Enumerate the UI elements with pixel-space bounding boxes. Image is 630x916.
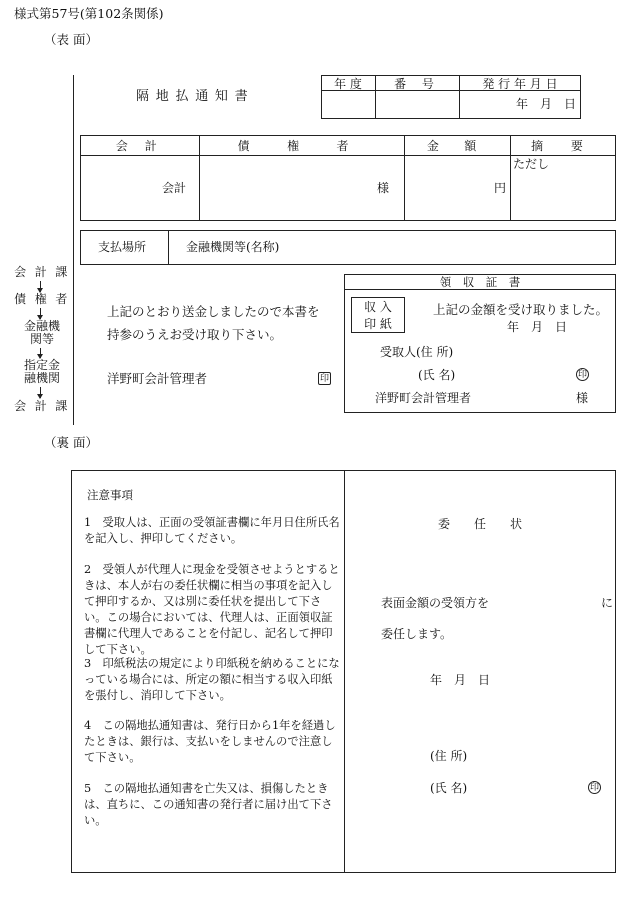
- back-side-label: （裏 面）: [44, 435, 98, 450]
- receiver-name-label: (氏 名): [418, 368, 456, 382]
- flow-step-accounting: 会 計 課: [14, 265, 70, 279]
- payment-place-row: [80, 230, 616, 265]
- proxy-line-1-suffix: に: [601, 596, 614, 610]
- note-item-1: 1 受取人は、正面の受領証書欄に年月日住所氏名を記入し、押印してください。: [84, 516, 340, 545]
- notice-line-2: 持参のうえお受け取り下さい。: [107, 327, 283, 342]
- document-title: 隔 地 払 通 知 書: [136, 89, 249, 104]
- receipt-addressee-suffix: 様: [576, 391, 589, 405]
- flow-arrow-icon: [40, 348, 41, 358]
- meta-header-number: 番 号: [394, 77, 440, 91]
- meta-header-issue-date: 発 行 年 月 日: [482, 77, 558, 91]
- proxy-date: 年 月 日: [430, 673, 491, 687]
- note-item-5: 5 この隔地払通知書を亡失又は、損傷したときは、直ちに、この通知書の発行者に届け出て下さい。: [84, 782, 333, 827]
- financial-institution-label: 金融機関等(名称): [186, 240, 280, 254]
- table-header-creditor: 債 権 者: [237, 139, 366, 153]
- receipt-date: 年 月 日: [507, 320, 568, 334]
- remarks-prefix: ただし: [513, 157, 550, 171]
- seal-icon: 印: [577, 370, 587, 380]
- revenue-stamp-line-1: 収 入: [364, 300, 392, 314]
- flow-arrow-icon: [40, 308, 41, 319]
- table-header-account: 会 計: [115, 139, 164, 153]
- meta-header-year: 年 度: [334, 77, 362, 91]
- creditor-suffix: 様: [377, 181, 390, 195]
- flow-step-accounting-final: 会 計 課: [14, 399, 70, 413]
- note-item-3: 3 印紙税法の規定により印紙税を納めることになっている場合には、所定の額に相当する収入印紙を張付し、消印して下さい。: [84, 657, 340, 702]
- payment-place-label: 支払場所: [98, 240, 147, 254]
- form-number: 様式第57号(第102条関係): [14, 6, 164, 21]
- receiver-address-label: 受取人(住 所): [380, 345, 454, 359]
- issuer-name: 洋野町会計管理者: [107, 371, 208, 386]
- front-side-label: （表 面）: [44, 32, 98, 47]
- note-item-4: 4 この隔地払通知書は、発行日から1年を経過したときは、銀行は、支払いをしませんので注意して下さい。: [84, 719, 336, 764]
- table-header-remarks: 摘 要: [531, 139, 595, 153]
- flow-step-financial-institution: 金融機関等: [23, 319, 60, 346]
- seal-icon: 印: [589, 783, 599, 793]
- note-item-2: 2 受領人が代理人に現金を受領させようとするときは、本人が右の委任状欄に相当の事項を記入して押印するか、又は別に委任状を提出して下さい。この場合においては、代理人は、正面領収証書欄に代理人であることを付記し、記名して押印して下さい。: [84, 563, 340, 656]
- flow-step-creditor: 債 権 者: [14, 292, 70, 306]
- proxy-name-label: (氏 名): [430, 781, 468, 795]
- front-left-rule: [73, 75, 74, 425]
- amount-suffix: 円: [494, 181, 507, 195]
- meta-issue-date-value: 年 月 日: [516, 97, 577, 111]
- receipt-title: 領 収 証 書: [439, 275, 521, 289]
- notice-line-1: 上記のとおり送金しましたので本書を: [107, 304, 320, 319]
- account-suffix: 会計: [162, 181, 187, 195]
- flow-arrow-icon: [40, 387, 41, 398]
- flow-step-designated-institution: 指定金融機関: [23, 358, 60, 385]
- proxy-line-2: 委任します。: [381, 627, 453, 641]
- proxy-address-label: (住 所): [430, 749, 468, 763]
- proxy-title: 委 任 状: [437, 517, 522, 531]
- proxy-line-1: 表面金額の受領方を: [381, 596, 490, 610]
- flow-arrow-icon: [40, 281, 41, 292]
- receipt-text: 上記の金額を受け取りました。: [433, 302, 609, 317]
- seal-icon: 印: [319, 374, 329, 384]
- receipt-addressee: 洋野町会計管理者: [375, 391, 472, 405]
- table-header-amount: 金 額: [426, 139, 488, 153]
- notes-title: 注意事項: [87, 488, 133, 502]
- revenue-stamp-line-2: 印 紙: [364, 317, 392, 331]
